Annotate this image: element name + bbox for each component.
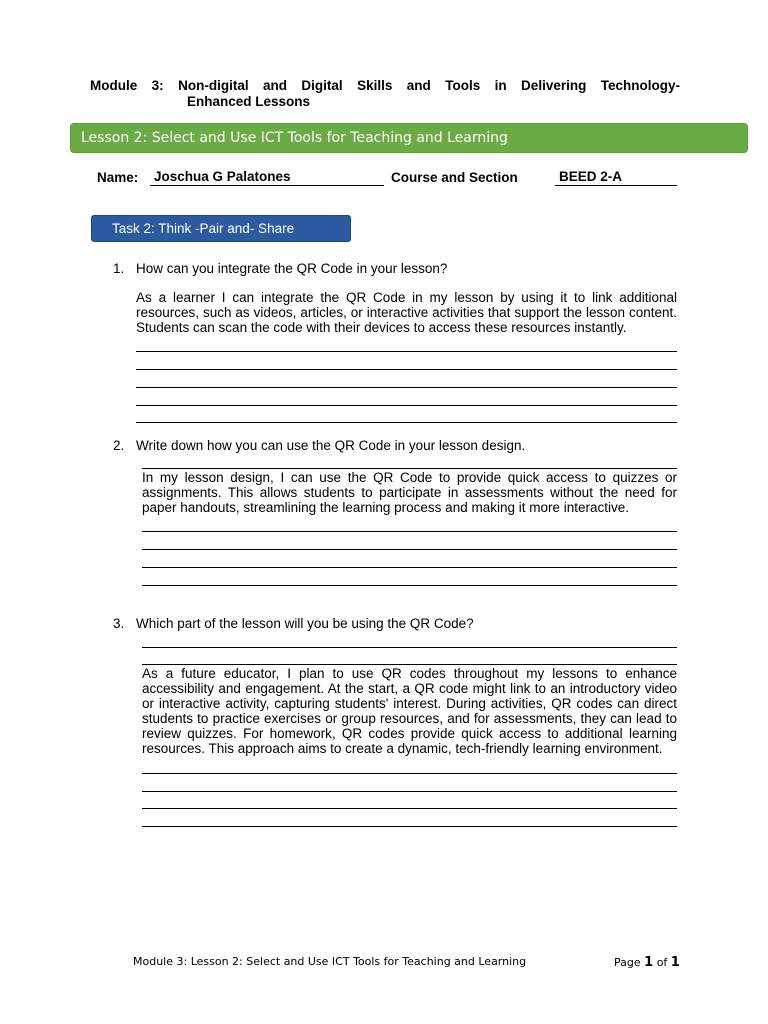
page-word: Page [614, 956, 641, 969]
answer-line [142, 664, 677, 665]
answer-line [142, 531, 677, 532]
lesson-banner: Lesson 2: Select and Use ICT Tools for Teaching and Learning [70, 123, 748, 153]
question-2-text: Write down how you can use the QR Code in your lesson design. [136, 438, 526, 453]
answer-line [142, 585, 677, 586]
task-label-button: Task 2: Think -Pair and- Share [91, 215, 351, 242]
question-1-number: 1. [113, 261, 125, 276]
question-3-number: 3. [113, 616, 125, 631]
answer-1-text[interactable]: As a learner I can integrate the QR Code in my lesson by using it to link additional resources, such as videos, articles, or interactive activities that support the lesson content. Students can scan the code with their devices to access these resources instantly. [136, 290, 677, 335]
answer-line [142, 808, 677, 809]
question-1-text: How can you integrate the QR Code in your lesson? [136, 261, 448, 276]
answer-line [142, 567, 677, 568]
answer-line [142, 468, 677, 469]
answer-3-text[interactable]: As a future educator, I plan to use QR codes throughout my lessons to enhance accessibility and engagement. At the start, a QR code might link to an introductory video or interactive activity, capturing students' interest. During activities, QR codes can direct students to practice exercises or group resources, and for assessments, they can lead to review quizzes. For homework, QR codes provide quick access to additional learning resources. This approach aims to create a dynamic, tech-friendly learning environment. [142, 666, 677, 756]
course-section-label: Course and Section [391, 170, 518, 185]
answer-line [136, 387, 677, 388]
footer-title: Module 3: Lesson 2: Select and Use ICT Tools for Teaching and Learning [133, 955, 527, 968]
module-title-line1: Module 3: Non-digital and Digital Skills and Tools in Delivering Technology- [90, 78, 680, 93]
answer-line [136, 422, 677, 423]
answer-line [142, 647, 677, 648]
answer-line [136, 351, 677, 352]
answer-line [142, 549, 677, 550]
answer-line [142, 773, 677, 774]
module-title-line2: Enhanced Lessons [187, 94, 311, 109]
answer-line [142, 826, 677, 827]
module-title [90, 78, 680, 110]
page-current: 1 [644, 955, 654, 970]
page-of: of [656, 956, 668, 969]
question-2-number: 2. [113, 438, 125, 453]
answer-line [142, 791, 677, 792]
question-3-text: Which part of the lesson will you be using the QR Code? [136, 616, 474, 631]
page-indicator [614, 955, 680, 970]
page-total: 1 [670, 955, 680, 970]
name-label: Name: [97, 170, 139, 185]
answer-2-text[interactable]: In my lesson design, I can use the QR Code to provide quick access to quizzes or assignments. This allows students to participate in assessments without the need for paper handouts, streamlining the learning process and making it more interactive. [142, 470, 677, 515]
answer-line [136, 369, 677, 370]
course-section-field[interactable]: BEED 2-A [555, 170, 677, 186]
student-info-row [0, 170, 768, 190]
answer-line [136, 405, 677, 406]
name-field[interactable]: Joschua G Palatones [150, 170, 384, 186]
